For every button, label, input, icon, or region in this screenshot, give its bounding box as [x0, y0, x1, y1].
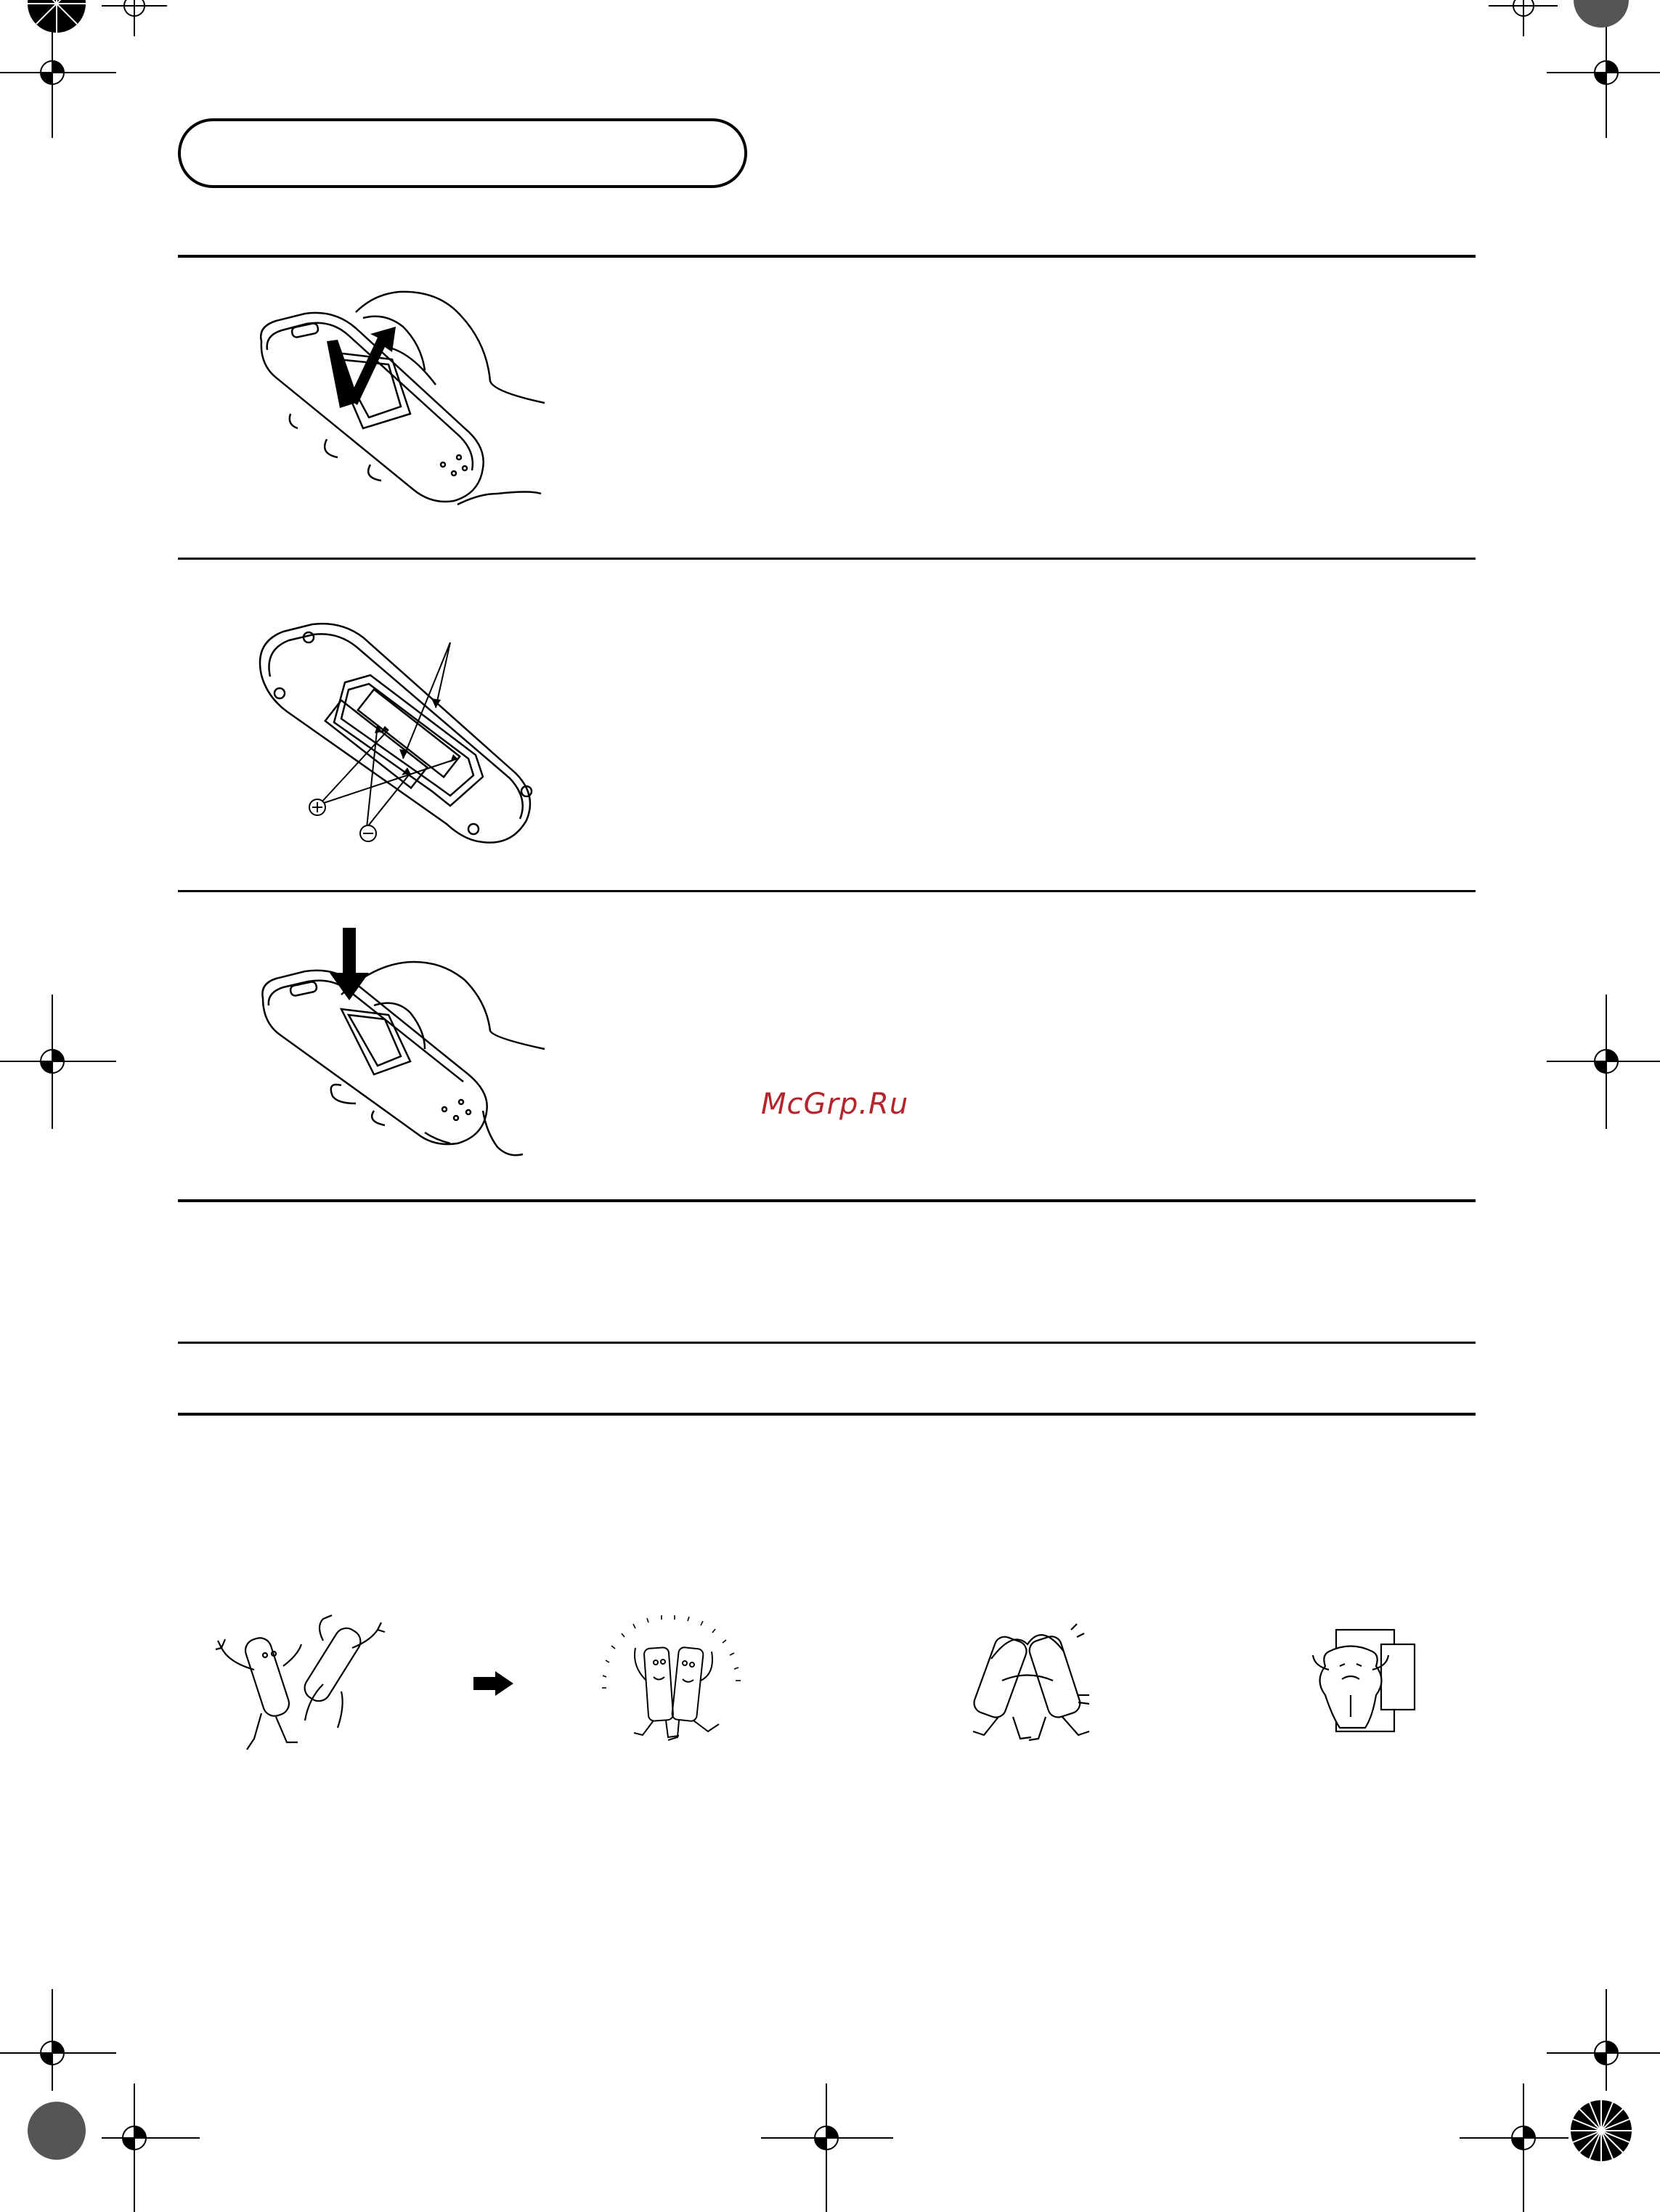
batteries-mixed-old-new-illustration [214, 1612, 392, 1757]
section-title-box [178, 118, 747, 188]
divider-precautions [178, 1413, 1476, 1416]
divider-top [178, 255, 1476, 258]
divider-step4 [178, 1199, 1476, 1202]
batteries-short-circuit-illustration [962, 1615, 1100, 1742]
polarity-minus [360, 825, 376, 841]
divider-step3 [178, 890, 1476, 892]
batteries-heat-illustration [599, 1608, 744, 1742]
remote-battery-compartment-illustration [247, 610, 552, 857]
arrow-right-icon [473, 1671, 513, 1696]
polarity-plus [309, 799, 325, 815]
divider-step2 [178, 558, 1476, 560]
divider-note [178, 1342, 1476, 1344]
remote-open-cover-illustration [247, 283, 552, 523]
remote-close-cover-illustration [247, 922, 552, 1162]
battery-leak-store-illustration [1300, 1623, 1423, 1739]
watermark-text: McGrp.Ru [761, 1087, 909, 1121]
